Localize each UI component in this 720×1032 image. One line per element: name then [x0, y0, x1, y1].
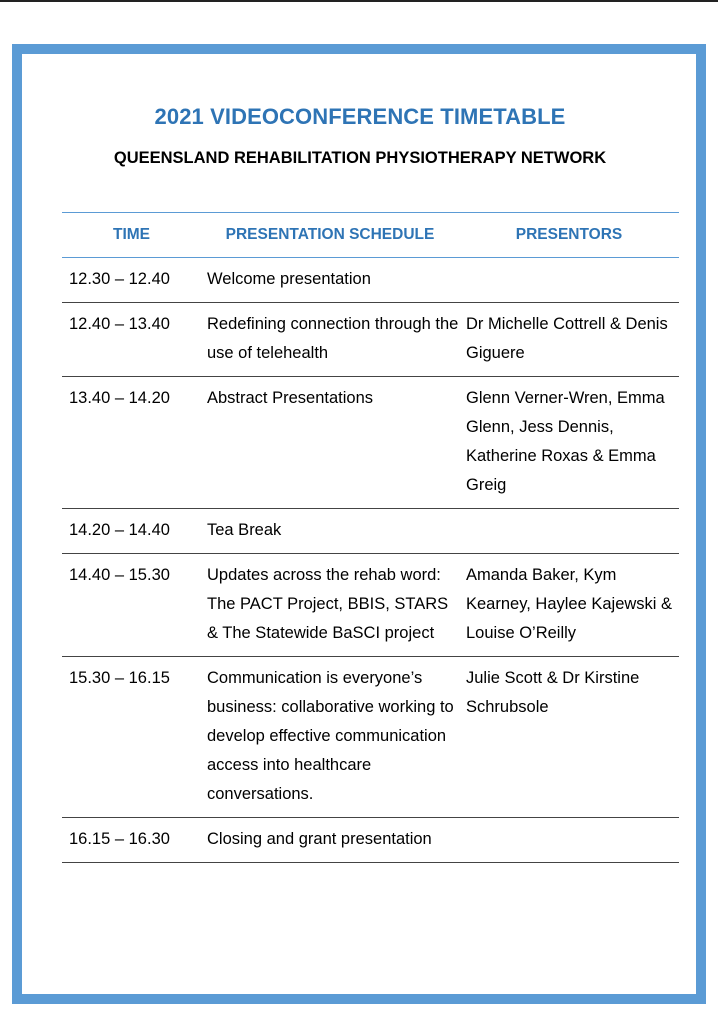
table-header-row	[62, 213, 679, 258]
time-cell: 12.40 – 13.40	[69, 315, 170, 333]
column-header-time: TIME	[112, 226, 151, 243]
column-header-presentors: PRESENTORS	[515, 226, 623, 243]
time-cell: 14.20 – 14.40	[69, 521, 170, 539]
schedule-cell: Welcome presentation	[207, 270, 371, 288]
page-subtitle: QUEENSLAND REHABILITATION PHYSIOTHERAPY NETWORK	[113, 149, 607, 167]
schedule-cell: Abstract Presentations	[207, 389, 373, 407]
time-cell: 13.40 – 14.20	[69, 389, 170, 407]
page-title: 2021 VIDEOCONFERENCE TIMETABLE	[154, 104, 566, 129]
time-cell: 14.40 – 15.30	[69, 566, 170, 584]
top-border-line	[0, 0, 718, 2]
presentors-cell: Amanda Baker, Kym Kearney, Haylee Kajewski & Louise O’Reilly	[466, 566, 673, 642]
schedule-cell: Closing and grant presentation	[207, 830, 432, 848]
table-row	[62, 818, 679, 863]
presentors-cell: Glenn Verner-Wren, Emma Glenn, Jess Dennis, Katherine Roxas & Emma Greig	[466, 389, 665, 494]
table-row	[62, 377, 679, 509]
table-row	[62, 509, 679, 554]
table-row	[62, 554, 679, 657]
timetable	[62, 212, 679, 863]
presentors-cell	[466, 825, 679, 854]
table-row	[62, 258, 679, 303]
presentors-cell: Julie Scott & Dr Kirstine Schrubsole	[466, 669, 640, 716]
presentors-cell	[466, 265, 679, 294]
schedule-cell: Redefining connection through the use of telehealth	[207, 315, 459, 362]
column-header-schedule: PRESENTATION SCHEDULE	[225, 226, 435, 243]
time-cell: 12.30 – 12.40	[69, 270, 170, 288]
presentors-cell: Dr Michelle Cottrell & Denis Giguere	[466, 315, 668, 362]
schedule-cell: Updates across the rehab word: The PACT Project, BBIS, STARS & The Statewide BaSCI project	[207, 566, 449, 642]
time-cell: 15.30 – 16.15	[69, 669, 170, 687]
time-cell: 16.15 – 16.30	[69, 830, 170, 848]
table-row	[62, 303, 679, 377]
schedule-cell: Communication is everyone’s business: collaborative working to develop effective communication access into healthcare conversations.	[207, 669, 454, 803]
table-row	[62, 657, 679, 818]
presentors-cell	[466, 516, 679, 545]
schedule-cell: Tea Break	[207, 521, 282, 539]
